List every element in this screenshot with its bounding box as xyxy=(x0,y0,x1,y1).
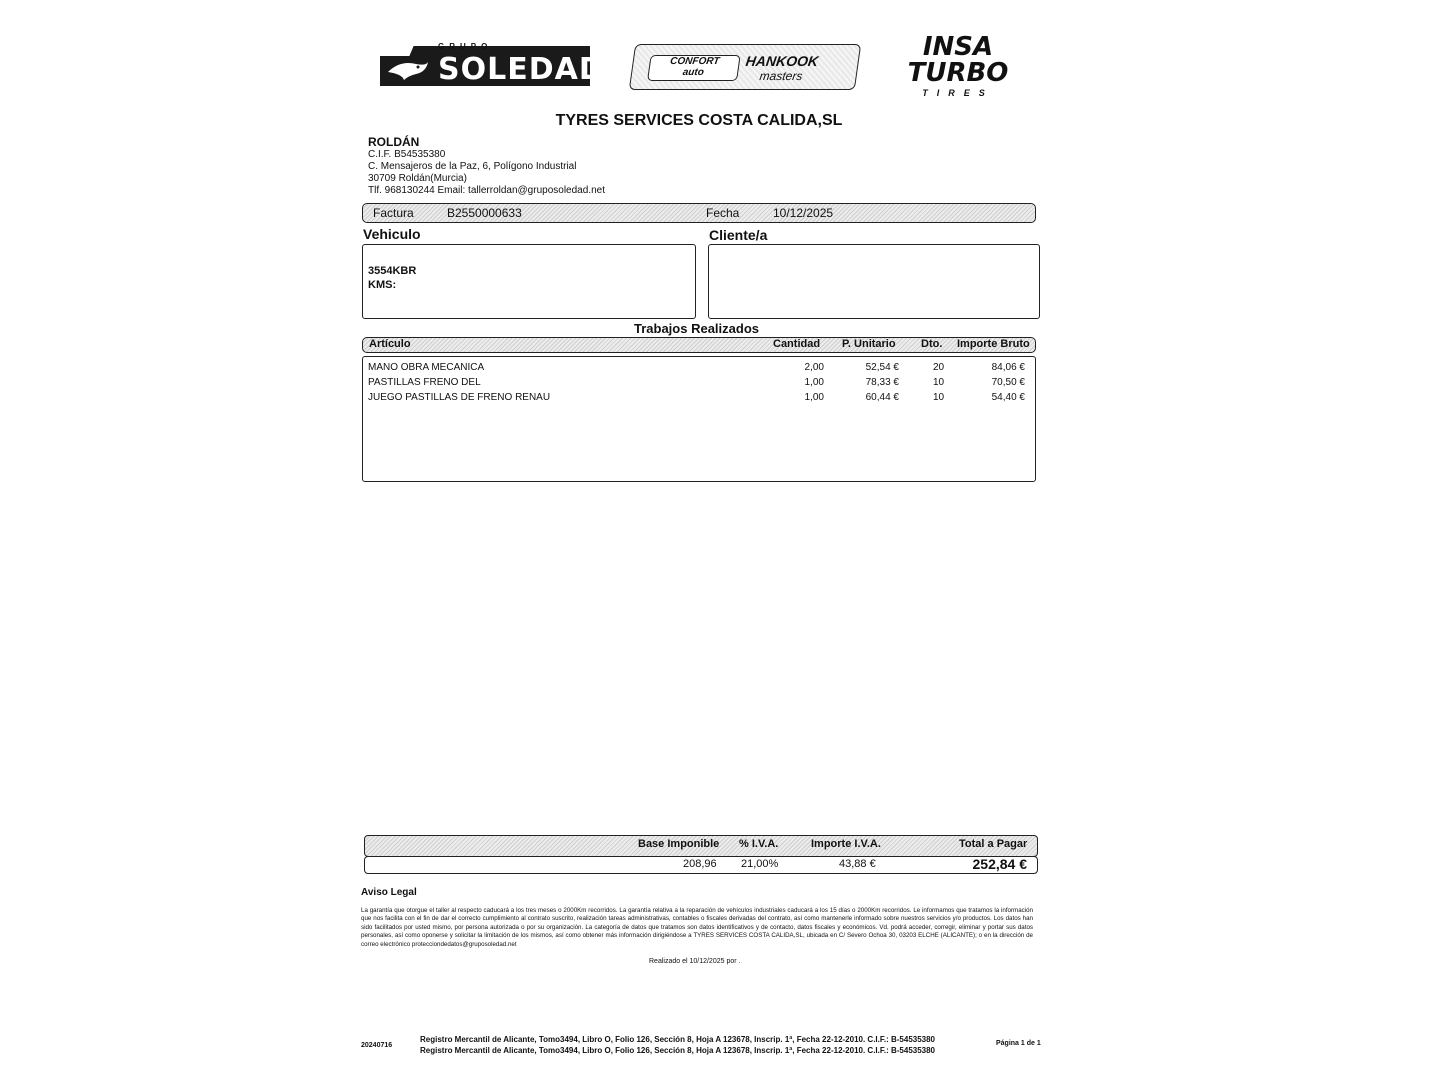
works-table-body xyxy=(362,356,1036,482)
row-dto: 10 xyxy=(933,377,945,388)
masters-text: masters xyxy=(758,69,804,83)
totals-values xyxy=(364,856,1038,874)
page-number: Página 1 de 1 xyxy=(996,1040,1041,1047)
header-p-unitario: P. Unitario xyxy=(842,338,896,350)
turbo-text: TURBO xyxy=(907,58,1009,88)
eagle-icon xyxy=(386,58,430,82)
client-box xyxy=(708,244,1040,319)
header-articulo: Artículo xyxy=(369,338,411,350)
table-row xyxy=(363,377,1035,391)
row-cantidad: 1,00 xyxy=(804,392,824,403)
factura-label: Factura xyxy=(373,206,414,220)
header-importe-bruto: Importe Bruto xyxy=(957,338,1030,350)
row-importe: 84,06 € xyxy=(991,362,1025,373)
row-p-unitario: 60,44 € xyxy=(865,392,899,403)
insa-turbo-logo xyxy=(896,34,1020,98)
row-articulo: PASTILLAS FRENO DEL xyxy=(368,377,481,388)
row-cantidad: 2,00 xyxy=(804,362,824,373)
confort-auto-badge xyxy=(647,55,741,81)
issuer-cif: C.I.F. B54535380 xyxy=(368,149,446,160)
row-articulo: MANO OBRA MECANICA xyxy=(368,362,485,373)
base-imponible-label: Base Imponible xyxy=(638,838,720,850)
auto-text: auto xyxy=(681,67,705,78)
header-cantidad: Cantidad xyxy=(773,338,821,350)
vehicle-box xyxy=(362,244,696,319)
issuer-address: C. Mensajeros de la Paz, 6, Polígono Industrial xyxy=(368,161,577,172)
soledad-logo xyxy=(380,42,605,88)
tires-text: TIRES xyxy=(922,88,994,98)
factura-number: B2550000633 xyxy=(447,206,522,220)
confort-text: CONFORT xyxy=(669,56,721,67)
issuer-city: 30709 Roldán(Murcia) xyxy=(368,173,467,184)
total-label: Total a Pagar xyxy=(959,838,1028,850)
soledad-logo-grupo: GRUPO xyxy=(438,42,493,51)
table-row xyxy=(363,362,1035,376)
vehicle-label: Vehiculo xyxy=(363,226,421,242)
footer-code: 20240716 xyxy=(361,1042,393,1049)
row-importe: 54,40 € xyxy=(991,392,1025,403)
invoice-header-bar xyxy=(362,203,1036,223)
row-p-unitario: 78,33 € xyxy=(865,377,899,388)
total-value: 252,84 € xyxy=(972,856,1027,872)
vehicle-kms-label: KMS: xyxy=(368,279,397,291)
legal-text: La garantía que otorgue el taller al respecto caducará a los tres meses o 2000Km recorridos. La garantía relativa a la reparación de vehículos industriales caducará a los 15 días o 2000Km recorridos. Le informamos que tratamos la información que nos facilita con el fin de dar el correcto cumplimiento al contrato suscrito, realización tareas administrativas, contables o fiscales derivadas del contrato, así como mantenerle informado sobre nuestros servicios y/o productos. Los datos han sido facilitados por usted mismo, por persona autorizada o por su organización. La categoría de datos que tratamos son datos identificativos y de contacto, datos fiscales y económicos. Vd. podrá acceder, corregir, eliminar y portar sus datos personales, así como oponerse y solicitar la limitación de los mismos, así como obtener más información dirigiéndose a TYRES SERVICES COSTA CALIDA,SL, ubicada en C/ Severo Ochoa 30, 03203 ELCHE (ALICANTE); o en la dirección de correo electrónico protecciondedatos@gruposoledad.net xyxy=(361,907,1033,948)
legal-title: Aviso Legal xyxy=(361,887,417,898)
row-importe: 70,50 € xyxy=(991,377,1025,388)
fecha-value: 10/12/2025 xyxy=(773,206,834,220)
footer-registry xyxy=(420,1034,935,1056)
insa-text: INSA xyxy=(922,32,994,62)
row-dto: 20 xyxy=(933,362,945,373)
realizado-text: Realizado el 10/12/2025 por . xyxy=(649,958,741,965)
fecha-label: Fecha xyxy=(706,206,740,220)
row-cantidad: 1,00 xyxy=(804,377,824,388)
iva-pct-label: % I.V.A. xyxy=(739,838,779,850)
soledad-logo-name: SOLEDAD xyxy=(438,52,605,87)
iva-pct-value: 21,00% xyxy=(741,858,779,870)
issuer-name: ROLDÁN xyxy=(368,135,420,149)
registry-line-1: Registro Mercantil de Alicante, Tomo3494, Libro O, Folio 126, Sección 8, Hoja A 123678, Inscrip. 1ª, Fecha 22-12-2010. C.I.F.: B-54535380 xyxy=(420,1035,936,1044)
issuer-block xyxy=(368,135,605,197)
iva-amount-label: Importe I.V.A. xyxy=(811,838,881,850)
iva-amount-value: 43,88 € xyxy=(839,858,876,870)
vehicle-plate: 3554KBR xyxy=(368,265,417,277)
company-title: TYRES SERVICES COSTA CALIDA,SL xyxy=(555,112,843,129)
registry-line-2: Registro Mercantil de Alicante, Tomo3494, Libro O, Folio 126, Sección 8, Hoja A 123678, Inscrip. 1ª, Fecha 22-12-2010. C.I.F.: B-54535380 xyxy=(420,1046,936,1055)
base-imponible-value: 208,96 xyxy=(683,858,717,870)
issuer-contact: Tlf. 968130244 Email: tallerroldan@gruposoledad.net xyxy=(368,185,605,196)
hankook-text: HANKOOK xyxy=(744,53,820,69)
works-title: Trabajos Realizados xyxy=(634,321,759,336)
totals-header xyxy=(364,835,1038,857)
works-table-header xyxy=(362,337,1036,353)
row-articulo: JUEGO PASTILLAS DE FRENO RENAU xyxy=(368,392,551,403)
row-p-unitario: 52,54 € xyxy=(865,362,899,373)
table-row xyxy=(363,392,1035,406)
row-dto: 10 xyxy=(933,392,945,403)
client-label: Cliente/a xyxy=(709,227,768,243)
header-dto: Dto. xyxy=(921,338,943,350)
confort-hankook-logo xyxy=(629,44,861,90)
